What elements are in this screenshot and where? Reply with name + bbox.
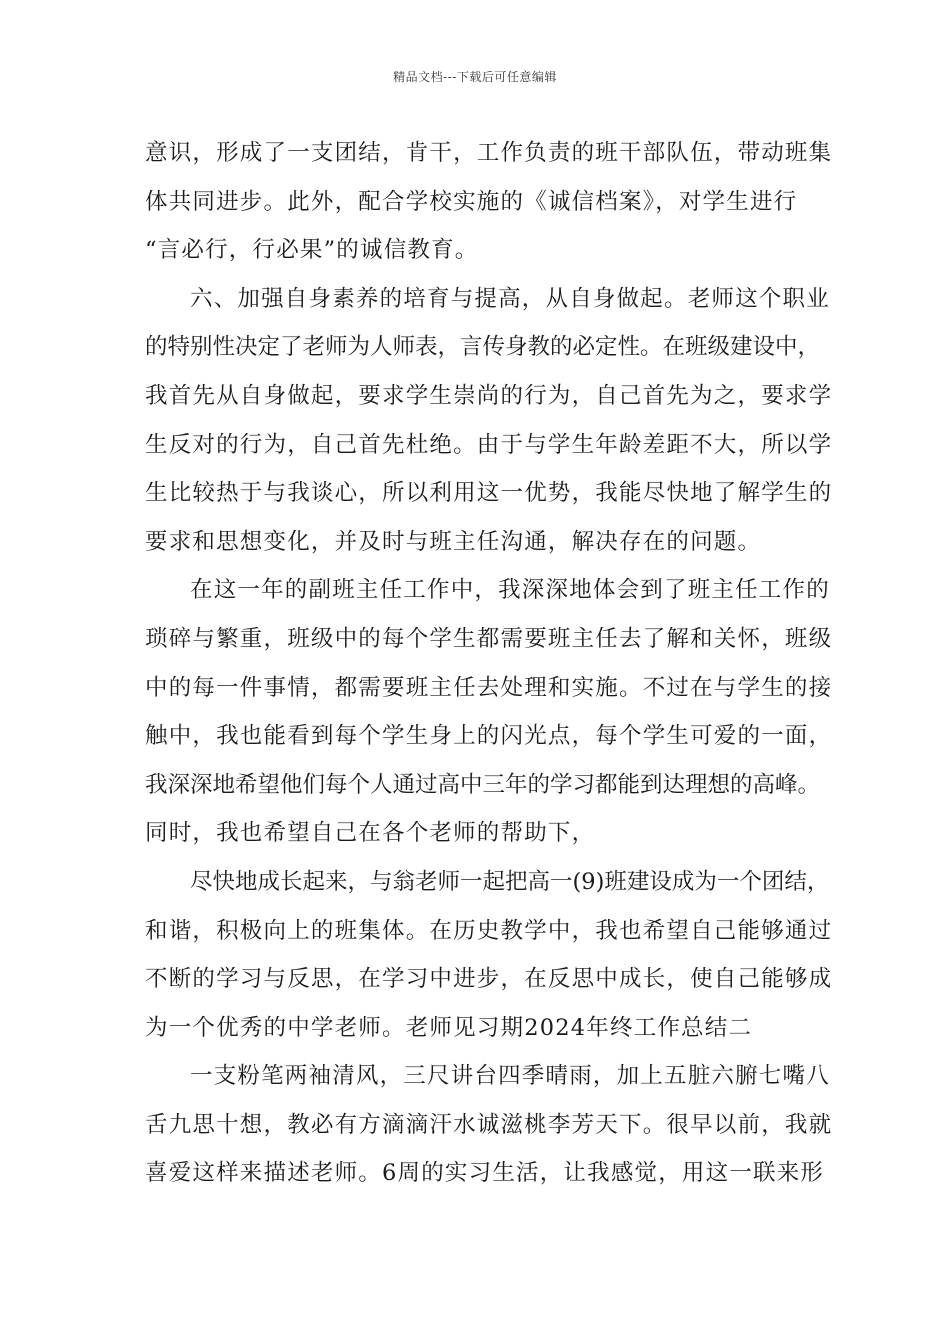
text-line: 同时，我也希望自己在各个老师的帮助下，: [145, 820, 596, 847]
paragraph-start-line: 一支粉笔两袖清风，三尺讲台四季晴雨，加上五脏六腑七嘴八: [190, 1063, 830, 1090]
text-line: 舌九思十想，教必有方滴滴汗水诚滋桃李芳天下。很早以前，我就: [145, 1111, 833, 1138]
paragraph-start-line: 尽快地成长起来，与翁老师一起把高一(9)班建设成为一个团结，: [190, 868, 830, 895]
document-body: [145, 129, 833, 1198]
text-line: 我深深地希望他们每个人通过高中三年的学习都能到达理想的高峰。: [145, 771, 821, 798]
paragraph-start-line: 六、加强自身素养的培育与提高，从自身做起。老师这个职业: [190, 285, 830, 312]
text-line: 生反对的行为，自己首先杜绝。由于与学生年龄差距不大，所以学: [145, 431, 833, 458]
text-line: 我首先从自身做起，要求学生崇尚的行为，自己首先为之，要求学: [145, 382, 833, 409]
text-line: 琐碎与繁重，班级中的每个学生都需要班主任去了解和关怀，班级: [145, 625, 833, 652]
text-line: 触中，我也能看到每个学生身上的闪光点，每个学生可爱的一面，: [145, 723, 833, 750]
text-line: 喜爱这样来描述老师。6周的实习生活，让我感觉，用这一联来形: [145, 1160, 825, 1187]
paragraph-start-line: 在这一年的副班主任工作中，我深深地体会到了班主任工作的: [190, 577, 830, 604]
text-line: 生比较热于与我谈心，所以利用这一优势，我能尽快地了解学生的: [145, 480, 833, 507]
text-line: 体共同进步。此外，配合学校实施的《诚信档案》，对学生进行: [145, 188, 798, 215]
text-line: 中的每一件事情，都需要班主任去处理和实施。不过在与学生的接: [145, 674, 833, 701]
text-line: 要求和思想变化，并及时与班主任沟通，解决存在的问题。: [145, 528, 762, 555]
text-line: 和谐，积极向上的班集体。在历史教学中，我也希望自己能够通过: [145, 917, 833, 944]
text-line: 为一个优秀的中学老师。老师见习期2024年终工作总结二: [145, 1014, 753, 1041]
text-line: 的特别性决定了老师为人师表，言传身教的必定性。在班级建设中，: [145, 334, 821, 361]
text-line: 意识，形成了一支团结，肯干，工作负责的班干部队伍，带动班集: [145, 140, 833, 166]
page-header: 精品文档---下载后可任意编辑: [393, 70, 557, 84]
text-line: 不断的学习与反思，在学习中进步，在反思中成长，使自己能够成: [145, 966, 833, 993]
text-line: “言必行，行必果”的诚信教育。: [145, 237, 479, 264]
